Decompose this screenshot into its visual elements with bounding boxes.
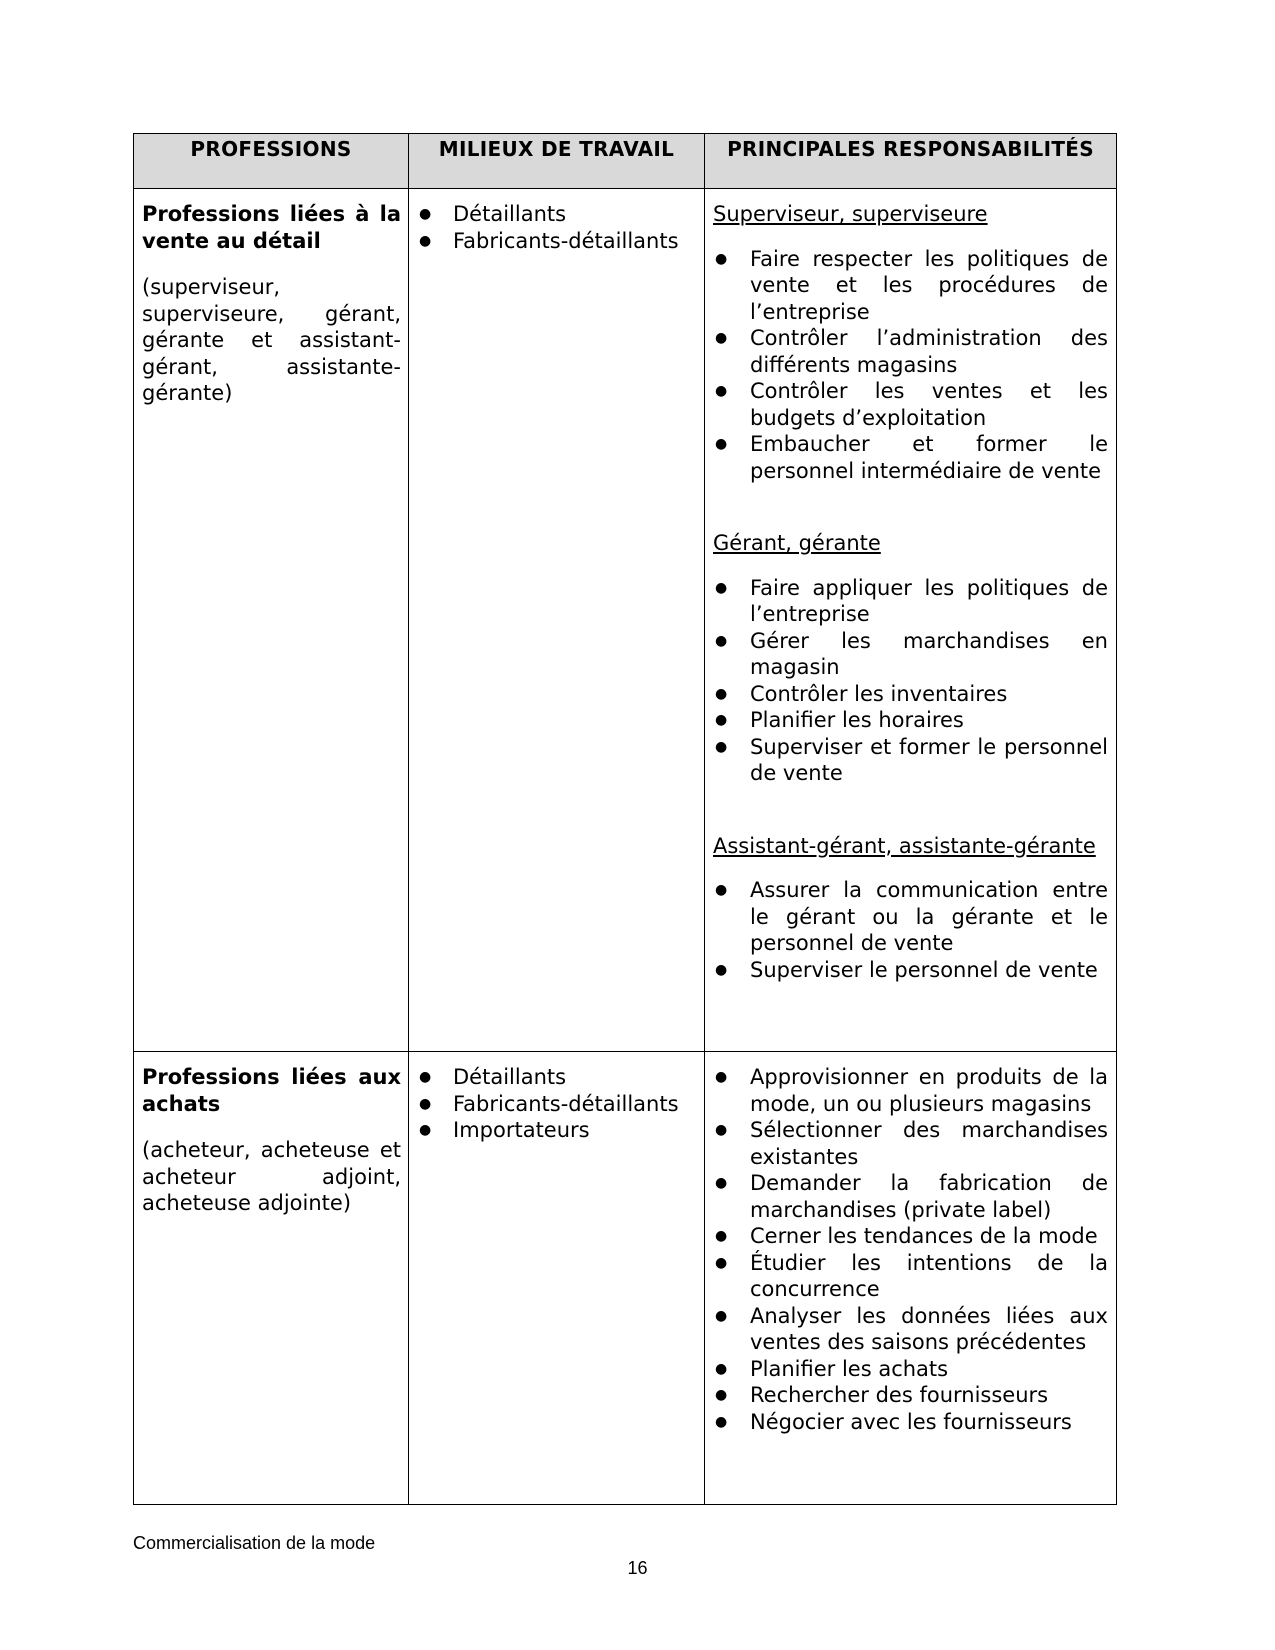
bullet-icon: ● bbox=[715, 1175, 728, 1191]
bullet-icon: ● bbox=[715, 1254, 728, 1271]
bullet-icon: ● bbox=[715, 712, 728, 728]
role-subheading: Superviseur, superviseure bbox=[713, 202, 988, 226]
list-item: ● Sélectionner des marchandises existantes bbox=[715, 1118, 1108, 1169]
responsibility-group bbox=[713, 201, 1108, 484]
footer-title: Commercialisation de la mode bbox=[133, 1533, 376, 1553]
milieux-cell bbox=[409, 1052, 705, 1505]
list-item: ● Détaillants bbox=[419, 202, 567, 226]
profession-description: (acheteur, acheteuse et acheteur adjoint, acheteuse adjointe) bbox=[142, 1138, 401, 1215]
professions-table bbox=[133, 133, 1117, 1505]
list-item: ● Rechercher des fournisseurs bbox=[715, 1383, 1049, 1407]
list-item: ● Fabricants-détaillants bbox=[419, 1091, 679, 1116]
milieux-list bbox=[409, 201, 696, 254]
list-item: ● Importateurs bbox=[419, 1118, 590, 1142]
header-professions: PROFESSIONS bbox=[134, 134, 409, 189]
bullet-icon: ● bbox=[419, 1069, 432, 1085]
bullet-icon: ● bbox=[715, 1360, 728, 1377]
responsibility-group bbox=[713, 833, 1108, 984]
bullet-icon: ● bbox=[715, 1387, 728, 1403]
list-item: ● Négocier avec les fournisseurs bbox=[715, 1409, 1072, 1434]
bullet-icon: ● bbox=[715, 383, 728, 399]
responsabilites-cell bbox=[705, 189, 1117, 1052]
bullet-icon: ● bbox=[715, 1122, 728, 1138]
bullet-icon: ● bbox=[715, 579, 728, 596]
list-item: ● Gérer les marchandises en magasin bbox=[715, 628, 1108, 679]
profession-cell bbox=[134, 189, 409, 1052]
responsibility-group bbox=[713, 530, 1108, 787]
bullet-icon: ● bbox=[715, 1413, 728, 1430]
bullet-icon: ● bbox=[715, 685, 728, 702]
list-item: ● Cerner les tendances de la mode bbox=[715, 1224, 1098, 1248]
list-item: ● Assurer la communication entre le gérant ou la gérante et le personnel de vente bbox=[715, 878, 1108, 955]
list-item: ● Détaillants bbox=[419, 1065, 567, 1089]
table-header-row bbox=[134, 134, 1117, 189]
bullet-icon: ● bbox=[715, 250, 728, 267]
bullet-icon: ● bbox=[715, 1307, 728, 1324]
list-item: ● Analyser les données liées aux ventes des saisons précédentes bbox=[715, 1303, 1108, 1354]
list-item: ● Contrôler les ventes et les budgets d’exploitation bbox=[715, 379, 1108, 430]
bullet-icon: ● bbox=[715, 1228, 728, 1244]
bullet-icon: ● bbox=[715, 330, 728, 346]
list-item: ● Étudier les intentions de la concurrence bbox=[715, 1250, 1108, 1301]
bullet-icon: ● bbox=[715, 961, 728, 978]
list-item: ● Planifier les achats bbox=[715, 1356, 949, 1381]
header-responsabilites: PRINCIPALES RESPONSABILITÉS bbox=[705, 134, 1117, 189]
bullet-icon: ● bbox=[715, 882, 728, 898]
list-item: ● Faire appliquer les politiques de l’entreprise bbox=[715, 575, 1108, 626]
list-item: ● Embaucher et former le personnel intermédiaire de vente bbox=[715, 432, 1108, 483]
list-item: ● Contrôler l’administration des différents magasins bbox=[715, 326, 1108, 377]
milieux-cell bbox=[409, 189, 705, 1052]
role-subheading: Gérant, gérante bbox=[713, 531, 881, 555]
page-number: 16 bbox=[627, 1558, 648, 1578]
list-item: ● Faire respecter les politiques de vente et les procédures de l’entreprise bbox=[715, 246, 1108, 324]
milieux-list bbox=[409, 1064, 696, 1144]
bullet-icon: ● bbox=[715, 1069, 728, 1085]
header-milieux: MILIEUX DE TRAVAIL bbox=[409, 134, 705, 189]
bullet-icon: ● bbox=[419, 232, 432, 249]
bullet-icon: ● bbox=[419, 1095, 432, 1112]
list-item: ● Fabricants-détaillants bbox=[419, 228, 679, 253]
profession-cell bbox=[134, 1052, 409, 1505]
list-item: ● Approvisionner en produits de la mode, un ou plusieurs magasins bbox=[715, 1065, 1108, 1116]
table-row bbox=[134, 189, 1117, 1052]
list-item: ● Contrôler les inventaires bbox=[715, 681, 1008, 706]
list-item: ● Planifier les horaires bbox=[715, 708, 964, 732]
bullet-icon: ● bbox=[419, 206, 432, 222]
bullet-icon: ● bbox=[715, 738, 728, 755]
bullet-icon: ● bbox=[419, 1122, 432, 1138]
bullet-icon: ● bbox=[715, 632, 728, 649]
profession-description: (superviseur, superviseure, gérant, gérante et assistant-gérant, assistante-gérante) bbox=[142, 275, 401, 405]
list-item: ● Superviser et former le personnel de vente bbox=[715, 734, 1108, 785]
responsabilites-cell bbox=[705, 1052, 1117, 1505]
list-item: ● Superviser le personnel de vente bbox=[715, 957, 1098, 982]
list-item: ● Demander la fabrication de marchandises (private label) bbox=[715, 1171, 1108, 1222]
profession-title: Professions liées aux achats bbox=[142, 1065, 401, 1116]
table-row bbox=[134, 1052, 1117, 1505]
role-subheading: Assistant-gérant, assistante-gérante bbox=[713, 833, 1096, 858]
bullet-icon: ● bbox=[715, 436, 728, 452]
profession-title: Professions liées à la vente au détail bbox=[142, 202, 401, 253]
